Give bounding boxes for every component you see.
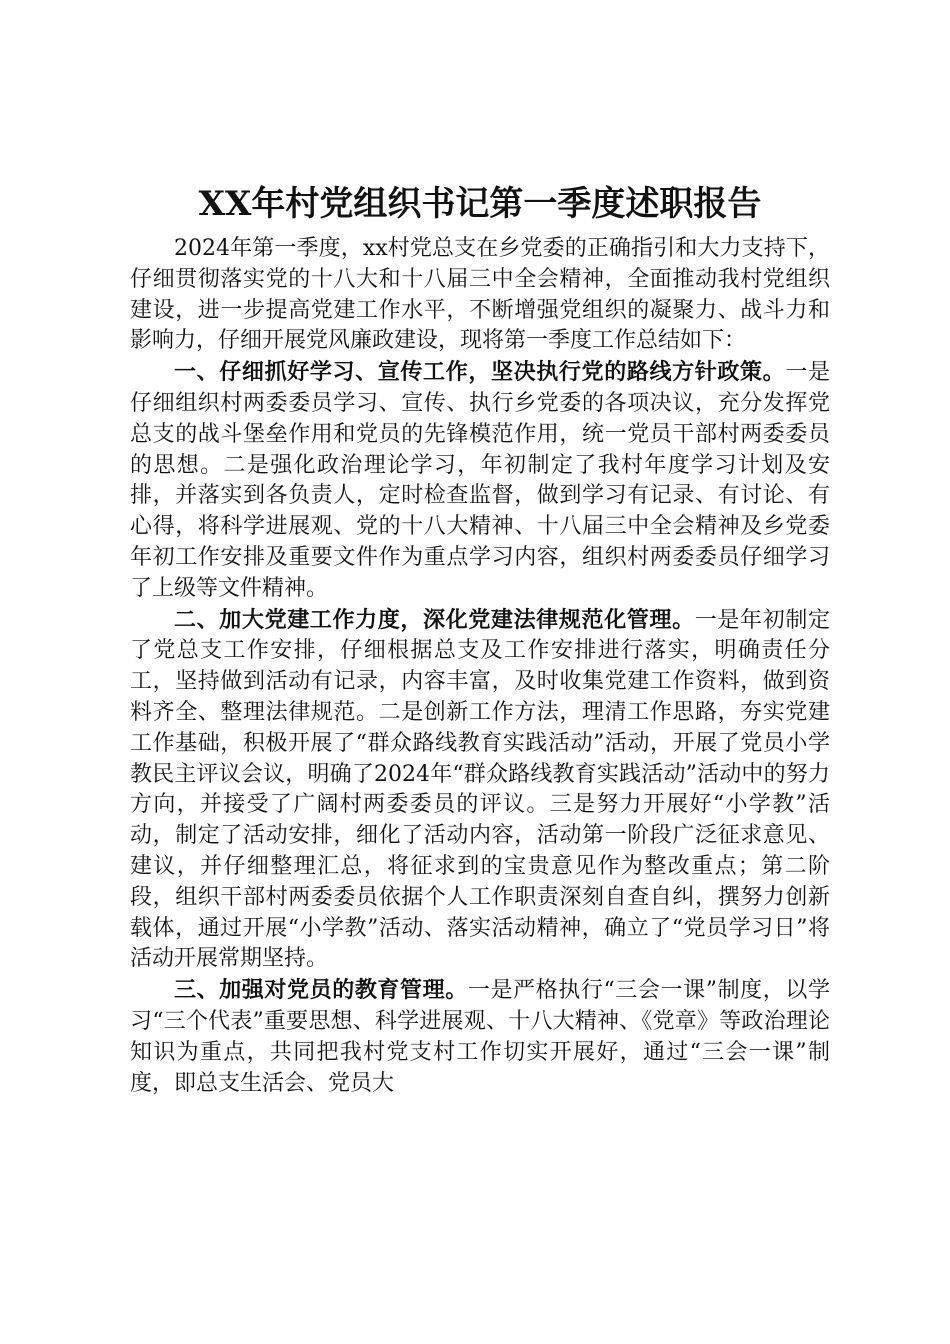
document-title: XX年村党组织书记第一季度述职报告 <box>198 184 762 224</box>
document-page <box>130 180 830 1099</box>
section-2-heading: 二、加大党建工作力度，深化党建法律规范化管理。 <box>174 606 695 633</box>
section-1-body: 一是仔细组织村两委委员学习、宣传、执行乡党委的各项决议，充分发挥党总支的战斗堡垒作用和党员的先锋模范作用，统一党员干部村两委委员的思想。二是强化政治理论学习，年初制定了我村年度学习计划及安排，并落实到各负责人，定时检查监督，做到学习有记录、有讨论、有心得，将科学进展观、党的十八大精神、十八届三中全会精神及乡党委年初工作安排及重要文件作为重点学习内容，组织村两委委员仔细学习了上级等文件精神。 <box>130 360 830 601</box>
section-1-heading: 一、仔细抓好学习、宣传工作，坚决执行党的路线方针政策。 <box>174 359 786 386</box>
section-3-heading: 三、加强对党员的教育管理。 <box>174 977 468 1004</box>
section-2-body: 一是年初制定了党总支工作安排，仔细根据总支及工作安排进行落实，明确责任分工，坚持做到活动有记录，内容丰富，及时收集党建工作资料，做到资料齐全、整理法律规范。二是创新工作方法，理清工作思路，夯实党建工作基础，积极开展了“群众路线教育实践活动”活动，开展了党员小学教民主评议会议，明确了2024年“群众路线教育实践活动”活动中的努力方向，并接受了广阔村两委委员的评议。三是努力开展好“小学教”活动，制定了活动安排，细化了活动内容，活动第一阶段广泛征求意见、建议，并仔细整理汇总，将征求到的宝贵意见作为整改重点；第二阶段，组织干部村两委委员依据个人工作职责深刻自查自纠，撰努力创新载体，通过开展“小学教”活动、落实活动精神，确立了“党员学习日”将活动开展常期坚持。 <box>130 607 830 972</box>
section-1-paragraph <box>130 357 830 604</box>
intro-paragraph: 2024年第一季度，xx村党总支在乡党委的正确指引和大力支持下，仔细贯彻落实党的十八大和十八届三中全会精神，全面推动我村党组织建设，进一步提高党建工作水平，不断增强党组织的凝聚力、战斗力和影响力，仔细开展党风廉政建设，现将第一季度工作总结如下： <box>130 236 830 354</box>
section-3-body: 一是严格执行“三会一课”制度，以学习“三个代表”重要思想、科学进展观、十八大精神、《党章》等政治理论知识为重点，共同把我村党支村工作切实开展好，通过“三会一课”制度，即总支生活会、党员大 <box>130 978 830 1096</box>
section-3-paragraph <box>130 975 830 1099</box>
section-2-paragraph <box>130 605 830 976</box>
